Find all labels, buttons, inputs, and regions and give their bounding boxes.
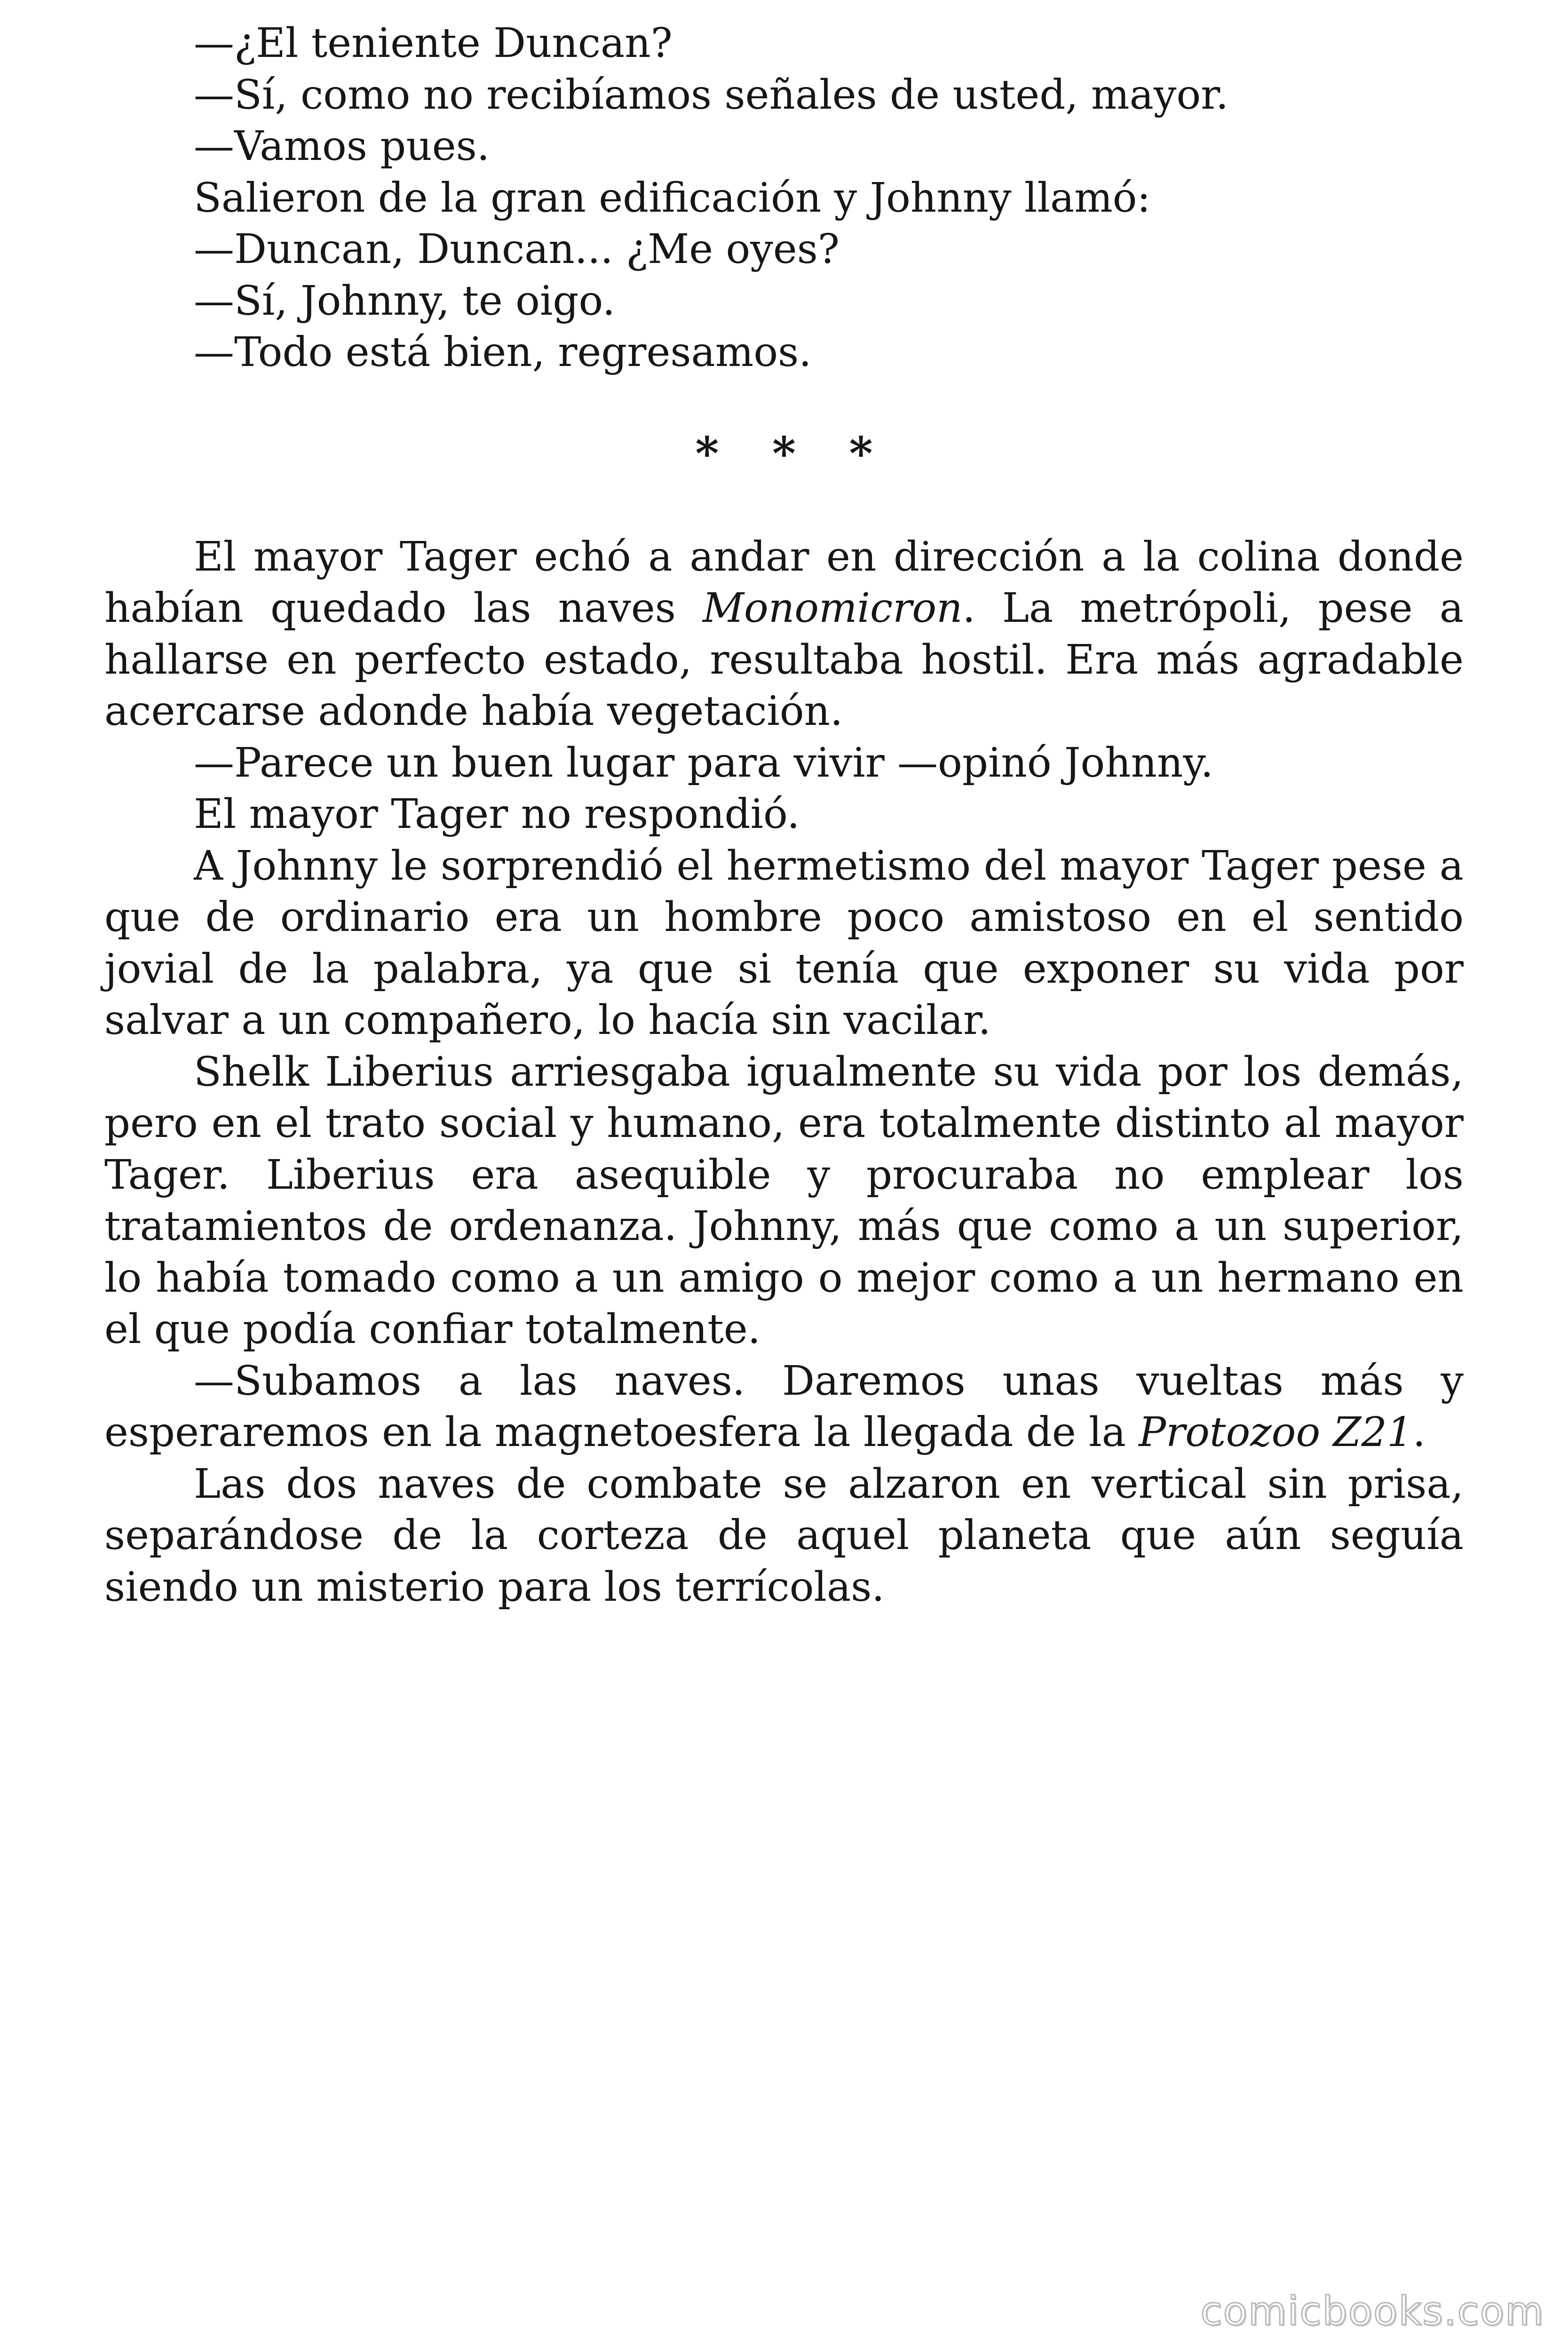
dialog-block <box>104 0 1464 379</box>
paragraph: A Johnny le sorprendió el hermetismo del mayor Tager pese a que de ordinario era un hombre poco amistoso en el sentido jovial de la palabra, ya que si tenía que exponer su vida por salvar a un compañero, lo hacía sin vacilar. <box>104 842 1464 1044</box>
paragraph-text: . La metrópoli, pese a hallarse en perfecto estado, resultaba hostil. Era más agradable acercarse adonde había vegetación. <box>104 585 1464 735</box>
paragraph <box>104 1356 1464 1459</box>
paragraph: Shelk Liberius arriesgaba igualmente su vida por los demás, pero en el trato social y humano, era totalmente distinto al mayor Tager. Liberius era asequible y procuraba no emplear los tratamientos de ordenanza. Johnny, más que como a un superior, lo había tomado como a un amigo o mejor como a un hermano en el que podía confiar totalmente. <box>104 1048 1464 1353</box>
paragraph-text: . <box>1412 1409 1426 1456</box>
dialog-line: Salieron de la gran edificación y Johnny llamó: <box>194 174 1151 222</box>
paragraph: El mayor Tager no respondió. <box>194 791 800 838</box>
paragraph <box>104 532 1464 738</box>
paragraph-text: —Subamos a las naves. Daremos unas vueltas más y esperaremos en la magnetoesfera la llegada de la <box>104 1357 1464 1456</box>
ship-name: Monomicron <box>703 585 963 632</box>
dialog-line: —Duncan, Duncan... ¿Me oyes? <box>194 226 840 273</box>
ship-name: Protozoo Z21 <box>1139 1409 1413 1456</box>
dialog-line: —Sí, como no recibíamos señales de usted, mayor. <box>194 71 1229 119</box>
section-separator: * * * <box>695 427 892 480</box>
paragraph: Las dos naves de combate se alzaron en vertical sin prisa, separándose de la corteza de aquel planeta que aún seguía siendo un misterio para los terrícolas. <box>104 1460 1464 1611</box>
page-body <box>104 0 1464 1613</box>
watermark: comicbooks.com <box>1200 2288 1544 2334</box>
dialog-line: —Vamos pues. <box>194 123 490 170</box>
dialog-line: —Todo está bien, regresamos. <box>194 329 812 376</box>
dialog-line: —¿El teniente Duncan? <box>194 20 673 67</box>
paragraph: —Parece un buen lugar para vivir —opinó Johnny. <box>194 739 1213 787</box>
dialog-line: —Sí, Johnny, te oigo. <box>194 277 616 325</box>
paragraph-text: El mayor Tager echó a andar en dirección a la colina donde habían quedado las naves <box>104 533 1464 632</box>
